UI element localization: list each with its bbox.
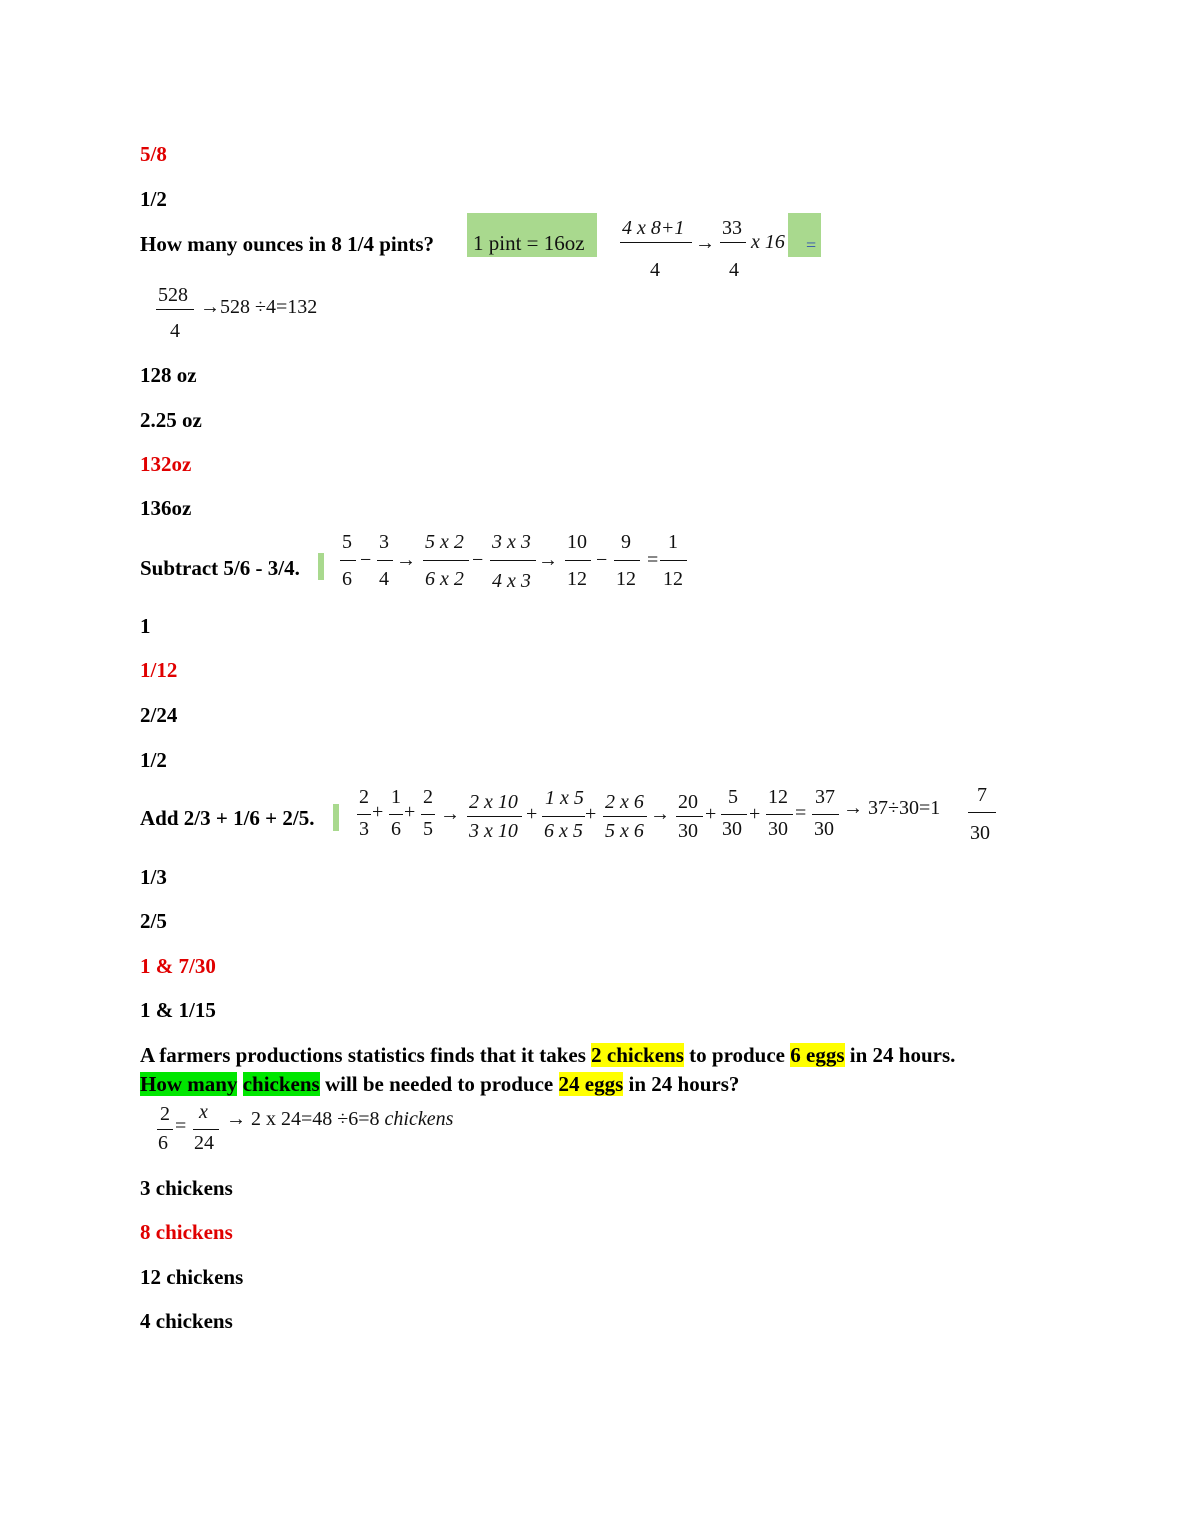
- question-ounces-text: How many ounces in 8 1/4 pints?: [140, 232, 435, 256]
- q4-text-d: will be needed to produce: [319, 1072, 559, 1096]
- frac2-num: 33: [722, 217, 742, 239]
- a-a-den: 3: [359, 818, 369, 840]
- a-j-den: 30: [814, 818, 834, 840]
- s-g-bar: [660, 560, 687, 561]
- s-f-den: 12: [616, 568, 636, 590]
- arrow-1: →: [695, 232, 715, 254]
- frac3-den: 4: [170, 320, 180, 342]
- a-g-den: 30: [678, 820, 698, 842]
- a-plus-4: +: [585, 803, 597, 825]
- a-a-num: 2: [359, 786, 369, 808]
- answer-1-2: 1/2: [140, 187, 167, 211]
- s-c-den: 6 x 2: [425, 568, 464, 590]
- highlight-24-eggs: 24 eggs: [558, 1072, 624, 1096]
- a-c-bar: [421, 814, 435, 815]
- a-i-den: 30: [768, 818, 788, 840]
- a-k-bar: [968, 812, 996, 813]
- a-e-bar: [542, 816, 585, 817]
- s-a-bar: [340, 560, 356, 561]
- answer-3-chickens: 3 chickens: [140, 1176, 233, 1200]
- s-g-num: 1: [668, 531, 678, 553]
- q4-text-e: in 24 hours?: [623, 1072, 740, 1096]
- answer-128-oz: 128 oz: [140, 363, 197, 387]
- a-division-result: → 37÷30=1: [843, 797, 941, 819]
- q4-text-a: A farmers productions statistics finds that it takes: [140, 1043, 592, 1067]
- a-b-num: 1: [391, 786, 401, 808]
- c-b-den: 24: [194, 1132, 214, 1154]
- highlight-how-many: How many: [140, 1072, 238, 1096]
- answer-1: 1: [140, 614, 151, 638]
- a-g-bar: [676, 816, 703, 817]
- answer-1-7-30: 1 & 7/30: [140, 954, 216, 978]
- s-minus-3: −: [596, 549, 608, 571]
- highlight-chickens: chickens: [242, 1072, 320, 1096]
- s-f-num: 9: [621, 531, 631, 553]
- a-h-num: 5: [728, 786, 738, 808]
- frac1-num: 4 x 8+1: [622, 217, 685, 239]
- s-b-den: 4: [379, 568, 389, 590]
- a-j-bar: [812, 814, 839, 815]
- frac1-den: 4: [650, 259, 660, 281]
- question-add: Add 2/3 + 1/6 + 2/5.: [140, 806, 315, 830]
- a-h-den: 30: [722, 818, 742, 840]
- s-arrow-2: →: [538, 549, 558, 571]
- a-g-num: 20: [678, 791, 698, 813]
- a-c-num: 2: [423, 786, 433, 808]
- answer-1-12: 1/12: [140, 658, 178, 682]
- a-i-bar: [766, 814, 793, 815]
- hint-pint: 1 pint = 16oz: [473, 231, 585, 255]
- a-plus-1: +: [372, 801, 384, 823]
- answer-1-2-b: 1/2: [140, 748, 167, 772]
- a-plus-5: +: [705, 803, 717, 825]
- s-b-bar: [377, 560, 393, 561]
- s-c-num: 5 x 2: [425, 531, 464, 553]
- a-f-bar: [603, 816, 647, 817]
- answer-12-chickens: 12 chickens: [140, 1265, 244, 1289]
- frac3-num: 528: [158, 284, 188, 306]
- answer-5-8: 5/8: [140, 142, 167, 166]
- s-f-bar: [614, 560, 640, 561]
- highlight-6-eggs: 6 eggs: [790, 1043, 845, 1067]
- c-b-bar: [193, 1129, 219, 1130]
- division-result: →528 ÷4=132: [200, 296, 318, 318]
- s-equals: =: [647, 549, 659, 571]
- q4-space: [237, 1072, 242, 1096]
- a-d-den: 3 x 10: [469, 820, 518, 842]
- c-b-num: x: [199, 1101, 208, 1123]
- s-arrow-1: →: [396, 549, 416, 571]
- s-minus-2: −: [472, 549, 484, 571]
- q4-text-b: to produce: [683, 1043, 791, 1067]
- c-a-den: 6: [158, 1132, 168, 1154]
- question-ounces: [140, 232, 434, 256]
- times-16: x 16: [751, 231, 785, 253]
- a-i-num: 12: [768, 786, 788, 808]
- c-result-unit: chickens: [384, 1108, 454, 1130]
- frac2-den: 4: [729, 259, 739, 281]
- question-chickens-line1: [140, 1043, 955, 1067]
- s-a-den: 6: [342, 568, 352, 590]
- a-c-den: 5: [423, 818, 433, 840]
- s-b-num: 3: [379, 531, 389, 553]
- a-plus-2: +: [404, 801, 416, 823]
- a-d-num: 2 x 10: [469, 791, 518, 813]
- highlight-2-chickens: 2 chickens: [591, 1043, 684, 1067]
- question-subtract: Subtract 5/6 - 3/4.: [140, 556, 300, 580]
- c-result-text: → 2 x 24=48 ÷6=8: [226, 1108, 385, 1130]
- s-d-num: 3 x 3: [492, 531, 531, 553]
- a-b-den: 6: [391, 818, 401, 840]
- a-h-bar: [721, 814, 747, 815]
- s-g-den: 12: [663, 568, 683, 590]
- add-highlight: [333, 804, 339, 831]
- a-a-bar: [357, 814, 371, 815]
- answer-2-25-oz: 2.25 oz: [140, 408, 202, 432]
- a-e-den: 6 x 5: [544, 820, 583, 842]
- answer-4-chickens: 4 chickens: [140, 1309, 233, 1333]
- a-b-bar: [389, 814, 403, 815]
- c-a-num: 2: [160, 1103, 170, 1125]
- s-minus-1: −: [360, 549, 372, 571]
- q4-text-c: in 24 hours.: [844, 1043, 956, 1067]
- a-equals: =: [795, 802, 807, 824]
- a-f-den: 5 x 6: [605, 820, 644, 842]
- answer-2-24: 2/24: [140, 703, 178, 727]
- a-k-den: 30: [970, 822, 990, 844]
- a-e-num: 1 x 5: [545, 787, 584, 809]
- a-k-num: 7: [977, 784, 987, 806]
- answer-136oz: 136oz: [140, 496, 192, 520]
- s-d-den: 4 x 3: [492, 570, 531, 592]
- a-j-num: 37: [815, 786, 835, 808]
- a-f-num: 2 x 6: [605, 791, 644, 813]
- a-d-bar: [467, 816, 522, 817]
- frac2-bar: [720, 242, 746, 243]
- subtract-highlight: [318, 553, 324, 580]
- s-e-den: 12: [567, 568, 587, 590]
- answer-2-5: 2/5: [140, 909, 167, 933]
- equals-sign: =: [806, 235, 817, 255]
- s-e-num: 10: [567, 531, 587, 553]
- answer-132oz: 132oz: [140, 452, 192, 476]
- answer-8-chickens: 8 chickens: [140, 1220, 233, 1244]
- answer-1-3: 1/3: [140, 865, 167, 889]
- s-c-bar: [423, 560, 469, 561]
- s-a-num: 5: [342, 531, 352, 553]
- question-chickens-line2: [140, 1072, 739, 1096]
- a-arrow-1: →: [440, 803, 460, 825]
- c-result: [226, 1108, 453, 1130]
- s-d-bar: [490, 560, 536, 561]
- frac3-bar: [156, 309, 194, 310]
- a-plus-3: +: [526, 803, 538, 825]
- frac1-bar: [620, 242, 692, 243]
- a-plus-6: +: [749, 803, 761, 825]
- c-equals: =: [175, 1115, 187, 1137]
- a-arrow-2: →: [650, 803, 670, 825]
- c-a-bar: [157, 1129, 173, 1130]
- s-e-bar: [565, 560, 591, 561]
- answer-1-1-15: 1 & 1/15: [140, 998, 216, 1022]
